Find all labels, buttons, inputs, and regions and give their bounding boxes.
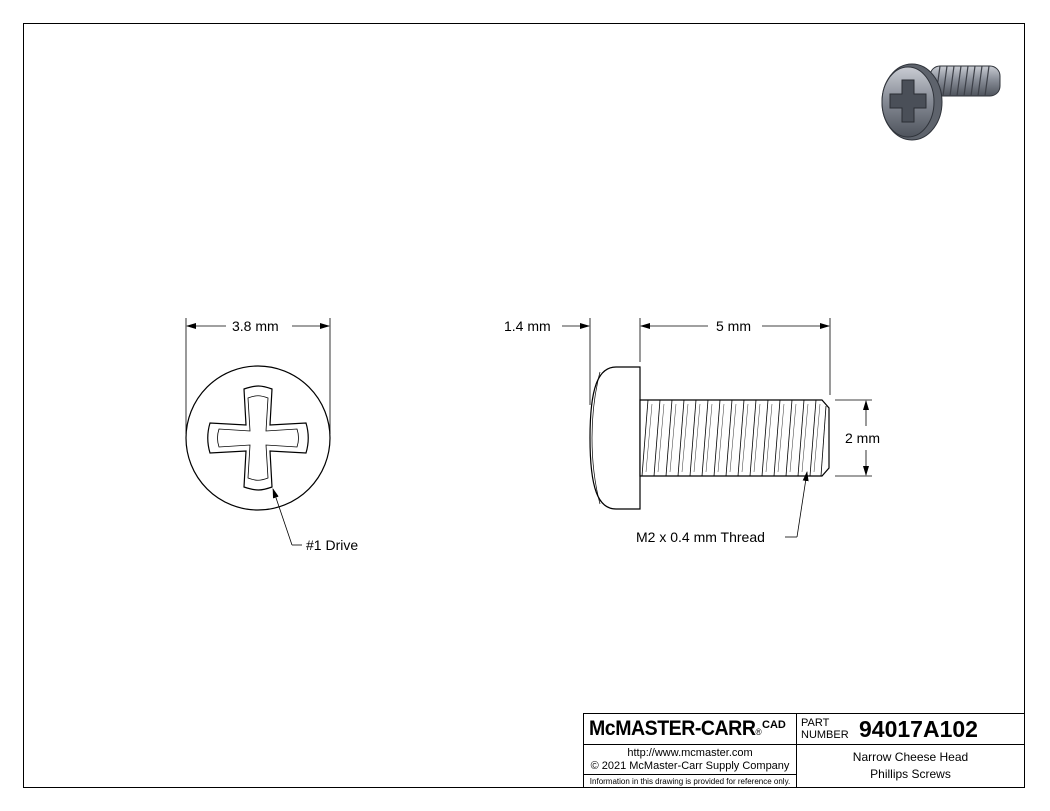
head-end-view bbox=[186, 366, 330, 510]
head-height-label: 1.4 mm bbox=[504, 318, 551, 334]
head-diameter-label: 3.8 mm bbox=[232, 318, 279, 334]
company-info bbox=[584, 745, 797, 775]
drive-callout: #1 Drive bbox=[306, 537, 359, 553]
disclaimer: Information in this drawing is provided for reference only. bbox=[584, 775, 797, 788]
brand-logo bbox=[584, 714, 797, 745]
part-number: 94017A102 bbox=[859, 716, 978, 742]
side-view-screw bbox=[590, 367, 829, 509]
part-number-cell bbox=[797, 714, 1024, 745]
thread-callout: M2 x 0.4 mm Thread bbox=[636, 529, 765, 545]
part-number-label: PART NUMBER bbox=[801, 717, 849, 741]
thread-diameter-label: 2 mm bbox=[845, 430, 880, 446]
title-block bbox=[583, 713, 1025, 788]
brand-name: McMASTER-CARR® bbox=[589, 717, 762, 740]
part-description: Narrow Cheese Head Phillips Screws bbox=[852, 750, 969, 781]
copyright: © 2021 McMaster-Carr Supply Company bbox=[590, 760, 790, 772]
length-label: 5 mm bbox=[716, 318, 751, 334]
isometric-screw-image bbox=[882, 64, 1000, 140]
thread-leader bbox=[785, 472, 807, 537]
cad-mark: CAD bbox=[762, 719, 786, 731]
website-link[interactable]: http://www.mcmaster.com bbox=[627, 747, 753, 759]
head-height-dimension bbox=[562, 318, 590, 405]
